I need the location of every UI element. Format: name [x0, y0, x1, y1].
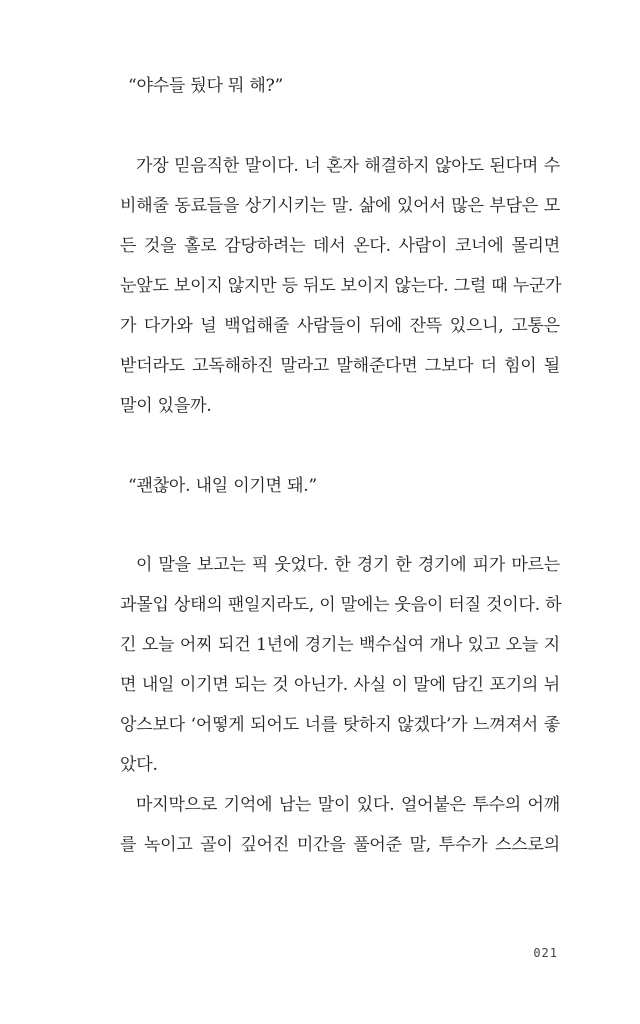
- body-line: 가장 믿음직한 말이다. 너 혼자 해결하지 않아도 된다며 수: [136, 156, 560, 176]
- body-line: 았다.: [120, 755, 158, 775]
- page-number: 021: [533, 946, 558, 960]
- quote-line: “야수들 뒀다 뭐 해?”: [128, 76, 284, 96]
- quote-line: “괜찮아. 내일 이기면 돼.”: [128, 476, 317, 496]
- body-line: 비해줄 동료들을 상기시키는 말. 삶에 있어서 많은 부담은 모: [120, 196, 560, 216]
- body-line: 앙스보다 ‘어떻게 되어도 너를 탓하지 않겠다’가 느껴져서 좋: [120, 715, 560, 735]
- body-line: 마지막으로 기억에 남는 말이 있다. 얼어붙은 투수의 어깨: [136, 795, 560, 815]
- body-line: 과몰입 상태의 팬일지라도, 이 말에는 웃음이 터질 것이다. 하: [120, 595, 562, 615]
- body-line: 를 녹이고 골이 깊어진 미간을 풀어준 말, 투수가 스스로의: [120, 835, 560, 855]
- body-line: 긴 오늘 어찌 되건 1년에 경기는 백수십여 개나 있고 오늘 지: [120, 635, 560, 655]
- body-line: 말이 있을까.: [120, 396, 212, 416]
- body-line: 든 것을 홀로 감당하려는 데서 온다. 사람이 코너에 몰리면: [120, 236, 560, 256]
- body-line: 받더라도 고독해하진 말라고 말해준다면 그보다 더 힘이 될: [120, 356, 560, 376]
- body-line: 이 말을 보고는 픽 웃었다. 한 경기 한 경기에 피가 마르는: [136, 555, 560, 575]
- body-line: 면 내일 이기면 되는 것 아닌가. 사실 이 말에 담긴 포기의 뉘: [120, 675, 560, 695]
- body-line: 눈앞도 보이지 않지만 등 뒤도 보이지 않는다. 그럴 때 누군가: [120, 276, 562, 296]
- body-line: 가 다가와 널 백업해줄 사람들이 뒤에 잔뜩 있으니, 고통은: [120, 316, 560, 336]
